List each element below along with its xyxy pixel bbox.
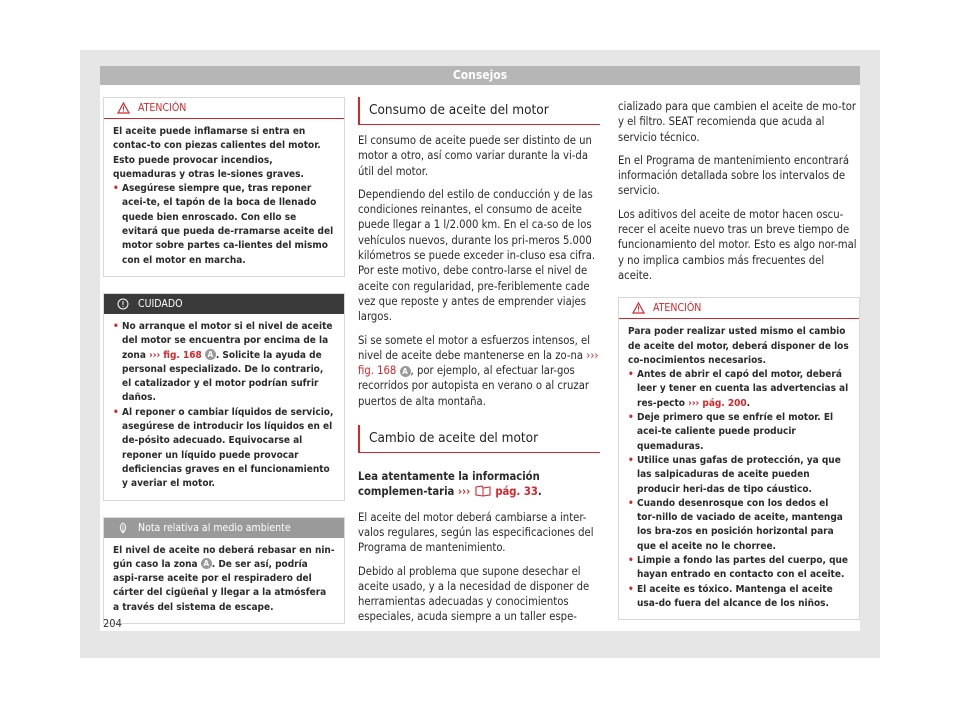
caution-b1-post: . Solicite la ayuda de personal especializado. De lo contrario, el catalizador y el motor podrían sufrir daños. — [122, 349, 324, 404]
section-header: Consejos — [100, 66, 860, 85]
heading-oil-consumption: Consumo de aceite del motor — [358, 97, 600, 125]
warning-title: ATENCIÓN — [653, 302, 702, 315]
middle-column — [358, 97, 600, 625]
leaf-icon — [116, 521, 130, 535]
lead-end: . — [537, 485, 542, 499]
warning-box-right — [618, 297, 860, 620]
paragraph: Los aditivos del aceite de motor hacen oscu-recer el aceite nuevo tras un breve tiempo de funcionamiento del motor. Esto es algo nor-mal y no implica cambios más frecuentes del aceite. — [618, 207, 857, 282]
zone-marker: A — [205, 349, 216, 360]
page-link[interactable]: pág. 33 — [495, 485, 538, 499]
paragraph: El consumo de aceite puede ser distinto de un motor a otro, así como variar durante la vi-da útil del motor. — [358, 134, 592, 178]
warning-intro: Para poder realizar usted mismo el cambio de aceite del motor, deberá disponer de los co-nocimientos necesarios. — [628, 326, 849, 366]
page-number: 204 — [103, 617, 122, 630]
bullet-post: . — [746, 397, 751, 409]
warning-triangle-icon — [116, 101, 130, 115]
lead-pre: Lea atentamente la información complemen-taria — [358, 470, 540, 499]
environment-post: . De ser así, podría aspi-rarse aceite por el respiradero del cárter del cigüeñal y llegar a la atmósfera a través del sistema de escape. — [113, 558, 327, 613]
warning-box-header — [104, 98, 344, 119]
environment-box — [103, 517, 345, 624]
caution-bullet-1 — [113, 320, 335, 406]
warning-box-header — [619, 298, 859, 319]
warning-intro: El aceite puede inflamarse si entra en contac-to con piezas calientes del motor. Esto puede provocar incendios, quemaduras y otras le-siones graves. — [113, 126, 321, 180]
paragraph: En el Programa de mantenimiento encontrará información detallada sobre los intervalos de servicio. — [618, 153, 850, 198]
caution-box-header — [104, 294, 344, 314]
warning-box-left — [103, 97, 345, 277]
heading-oil-change: Cambio de aceite del motor — [358, 425, 600, 453]
lead-paragraph — [358, 469, 600, 502]
warning-bullet: • El aceite es tóxico. Mantenga el aceite usa-do fuera del alcance de los niños. — [628, 583, 850, 612]
warning-bullet: • Utilice unas gafas de protección, ya que las salpicaduras de aceite pueden producir heri-das de tipo cáustico. — [628, 454, 850, 497]
right-column — [618, 99, 860, 636]
book-icon — [474, 484, 492, 501]
warning-triangle-icon — [631, 301, 645, 315]
figure-link[interactable]: ››› fig. 168 — [149, 349, 202, 361]
caution-box — [103, 293, 345, 501]
warning-bullet: • Cuando desenrosque con los dedos el tor-nillo de vaciado de aceite, mantenga los bra-zos en posición horizontal para que el aceite no le chorree. — [628, 497, 850, 554]
caution-bullet-2: • Al reponer o cambiar líquidos de servicio, asegúrese de introducir los líquidos en el de-pósito adecuado. Equivocarse al reponer un líquido puede provocar deficiencias graves en el funcionamiento y averiar el motor. — [113, 406, 335, 492]
warning-bullet: • Limpie a fondo las partes del cuerpo, que hayan entrado en contacto con el aceite. — [628, 554, 850, 583]
lead-arrow: ››› — [457, 485, 471, 499]
paragraph: Dependiendo del estilo de conducción y de las condiciones reinantes, el consumo de aceite puede llegar a 1 l/2.000 km. En el ca-so de los vehículos nuevos, durante los pri-meros 5.000 kilómetros se puede exceder in-cluso esa cifra. Por este motivo, debe contro-larse el nivel de aceite con regularidad, pre-feriblemente cade vez que reposte y antes de emprender viajes largos. — [358, 187, 596, 324]
warning-bullet: • Asegúrese siempre que, tras reponer acei-te, el tapón de la boca de llenado quede bien enroscado. Con ello se evitará que pueda de-rramarse aceite del motor sobre partes ca-lientes del mismo con el motor en marcha. — [113, 182, 335, 268]
environment-text — [113, 544, 335, 615]
zone-marker: A — [400, 366, 411, 377]
info-circle-icon — [116, 297, 130, 311]
figure-link[interactable]: ››› fig. 168 — [358, 348, 599, 378]
environment-pre: El nivel de aceite no deberá rebasar en nin-gún caso la zona — [113, 544, 335, 570]
bullet-pre: Antes de abrir el capó del motor, deberá leer y tener en cuenta las advertencias al res-pecto — [637, 369, 849, 409]
paragraph: Debido al problema que supone desechar el aceite usado, y a la necesidad de disponer de herramientas adecuadas y conocimientos especiales, acuda siempre a un taller espe- — [358, 564, 590, 624]
warning-bullet: • Deje primero que se enfríe el motor. El acei-te caliente puede producir quemaduras. — [628, 411, 850, 454]
environment-box-header — [104, 518, 344, 538]
p3-pre: Si se somete el motor a esfuerzos intensos, el nivel de aceite debe mantenerse en la zo-na — [358, 333, 590, 362]
paragraph: cializado para que cambien el aceite de mo-tor y el filtro. SEAT recomienda que acuda al servicio técnico. — [618, 100, 857, 144]
caution-b1-text: No arranque el motor si el nivel de aceite del motor se encuentra por encima de la zona — [122, 320, 333, 361]
paragraph — [358, 333, 600, 409]
p3-post: , por ejemplo, al efectuar lar-gos recorridos por autopista en verano o al cruzar puertos de alta montaña. — [358, 364, 589, 408]
environment-title: Nota relativa al medio ambiente — [138, 521, 291, 534]
zone-marker: A — [201, 558, 212, 569]
left-column — [103, 97, 345, 640]
paragraph: El aceite del motor deberá cambiarse a inter-valos regulares, según las especificaciones del Programa de mantenimiento. — [358, 510, 594, 555]
caution-title: CUIDADO — [138, 297, 183, 310]
warning-title: ATENCIÓN — [138, 102, 187, 114]
page-link[interactable]: ››› pág. 200 — [688, 397, 747, 409]
warning-bullet — [628, 368, 850, 411]
